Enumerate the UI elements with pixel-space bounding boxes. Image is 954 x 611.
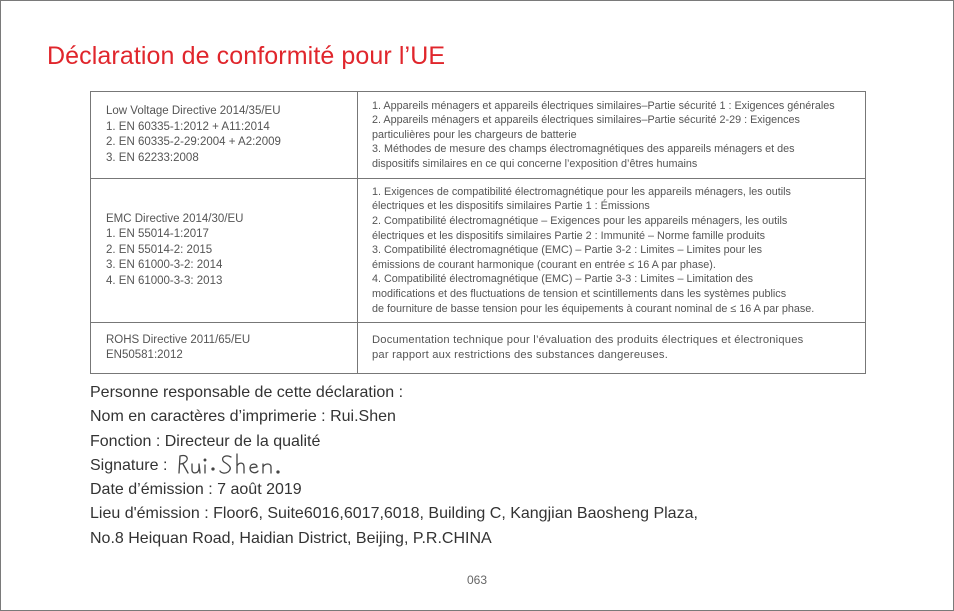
declaration-info <box>90 381 698 551</box>
directives-table <box>90 91 866 374</box>
page-number: 063 <box>466 573 488 587</box>
description-cell: 1. Appareils ménagers et appareils électriques similaires–Partie sécurité 1 : Exigences générales 2. Appareils ménagers et appareils électriques similaires–Partie sécurité 2-29 : Exigences particulières pour les chargeurs de batterie 3. Méthodes de mesure des champs électromagnétiques des appareils ménagers et des dispositifs similaires en ce qui concerne l’exposition d’êtres humains <box>358 92 866 179</box>
description-cell: 1. Exigences de compatibilité électromagnétique pour les appareils ménagers, les outils électriques et les dispositifs similaires Partie 1 : Émissions 2. Compatibilité électromagnétique – Exigences pour les appareils ménagers, les outils électriques et les dispositifs similaires Partie 2 : Immunité – Norme famille produits 3. Compatibilité électromagnétique (EMC) – Partie 3-2 : Limites – Limites pour les émissions de courant harmonique (courant en entrée ≤ 16 A par phase). 4. Compatibilité électromagnétique (EMC) – Partie 3-3 : Limites – Limitation des modifications et des fluctuations de tension et scintillements dans les systèmes publics de fourniture de basse tension pour les équipements à courant nominal de ≤ 16 A par phase. <box>358 179 866 323</box>
table-row <box>91 92 866 179</box>
directive-cell: Low Voltage Directive 2014/35/EU 1. EN 60335-1:2012 + A11:2014 2. EN 60335-2-29:2004 + A2:2009 3. EN 62233:2008 <box>91 92 358 179</box>
issue-place-line-1: Lieu d'émission : Floor6, Suite6016,6017,6018, Building C, Kangjian Baosheng Plaza, <box>90 505 698 523</box>
description-cell: Documentation technique pour l’évaluation des produits électriques et électroniques par rapport aux restrictions des substances dangereuses. <box>358 323 866 374</box>
issue-date-line: Date d’émission : 7 août 2019 <box>90 481 302 499</box>
responsible-person-line: Personne responsable de cette déclaration : <box>90 384 404 401</box>
function-line: Fonction : Directeur de la qualité <box>90 432 321 450</box>
signature-line <box>90 454 698 478</box>
page-title: Déclaration de conformité pour l’UE <box>47 42 446 70</box>
directive-cell: ROHS Directive 2011/65/EU EN50581:2012 <box>91 323 358 374</box>
directive-cell: EMC Directive 2014/30/EU 1. EN 55014-1:2017 2. EN 55014-2: 2015 3. EN 61000-3-2: 2014 4. EN 61000-3-3: 2013 <box>91 179 358 323</box>
table-row <box>91 323 866 374</box>
table-row <box>91 179 866 323</box>
issue-place-line-2: No.8 Heiquan Road, Haidian District, Beijing, P.R.CHINA <box>90 529 492 547</box>
handwritten-signature <box>173 451 303 477</box>
signature-label: Signature : <box>90 456 168 474</box>
printed-name-line: Nom en caractères d’imprimerie : Rui.Shen <box>90 408 396 426</box>
